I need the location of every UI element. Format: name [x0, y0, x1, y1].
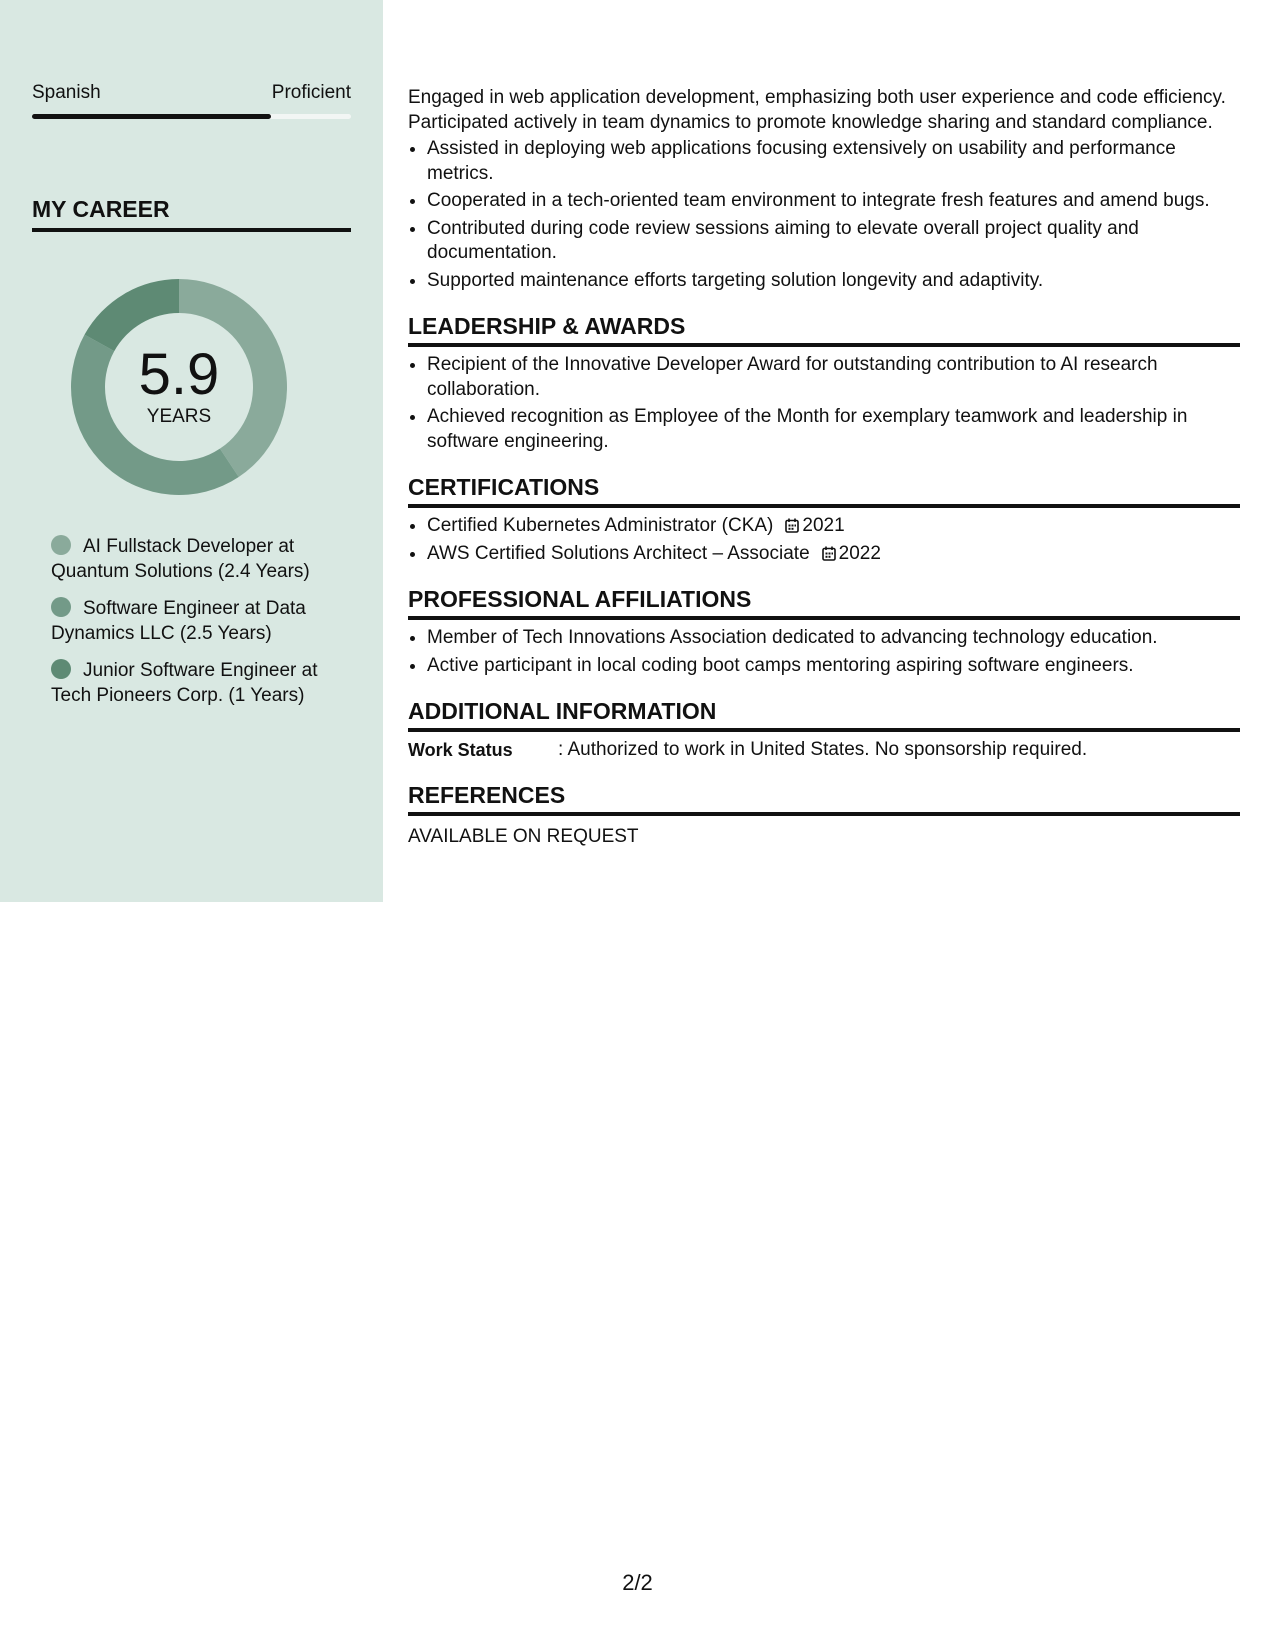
list-item: • Assisted in deploying web applications focusing extensively on usability and performance metrics. — [427, 137, 1240, 186]
list-item: • Supported maintenance efforts targeting solution longevity and adaptivity. — [427, 269, 1240, 294]
certification-name: AWS Certified Solutions Architect – Associate — [427, 542, 810, 564]
career-role-label: Junior Software Engineer at Tech Pioneers Corp. (1 Years) — [51, 660, 318, 706]
calendar-icon — [785, 518, 799, 533]
experience-summary: Engaged in web application development, emphasizing both user experience and code efficiency. Participated actively in team dynamics to promote knowledge sharing and standard compliance. — [408, 87, 1226, 133]
list-item — [427, 514, 1240, 539]
list-item — [427, 542, 1240, 567]
legend-dot-icon — [51, 659, 71, 679]
certifications-list — [408, 514, 1240, 566]
affiliations-list — [408, 626, 1240, 678]
list-item: • Member of Tech Innovations Association dedicated to advancing technology education. — [427, 626, 1240, 651]
additional-info-heading: ADDITIONAL INFORMATION — [408, 698, 1240, 732]
work-status-label: Work Status — [408, 740, 513, 760]
career-donut — [66, 274, 292, 500]
career-legend — [51, 534, 331, 720]
language-row — [32, 82, 351, 104]
references-text: AVAILABLE ON REQUEST — [408, 826, 639, 847]
affiliations-heading: PROFESSIONAL AFFILIATIONS — [408, 586, 1240, 620]
references-heading: REFERENCES — [408, 782, 1240, 816]
language-name: Spanish — [32, 82, 101, 103]
legend-dot-icon — [51, 597, 71, 617]
career-legend-item — [51, 596, 331, 646]
list-item: • Contributed during code review sessions aiming to elevate overall project quality and documentation. — [427, 217, 1240, 266]
career-heading: MY CAREER — [32, 196, 351, 232]
list-item: • Active participant in local coding boot camps mentoring aspiring software engineers. — [427, 654, 1240, 679]
career-role-label: Software Engineer at Data Dynamics LLC (2.5 Years) — [51, 598, 306, 644]
awards-list — [408, 353, 1240, 454]
career-total-unit: YEARS — [146, 406, 212, 427]
experience-bullets — [408, 137, 1240, 293]
certification-year: 2021 — [802, 515, 845, 536]
language-proficiency-fill — [32, 114, 271, 119]
certifications-heading: CERTIFICATIONS — [408, 474, 1240, 508]
work-status-row — [408, 738, 1240, 762]
language-level: Proficient — [271, 82, 351, 103]
awards-heading: LEADERSHIP & AWARDS — [408, 313, 1240, 347]
list-item: • Cooperated in a tech-oriented team environment to integrate fresh features and amend bugs. — [427, 189, 1240, 214]
career-role-label: AI Fullstack Developer at Quantum Solutions (2.4 Years) — [51, 536, 310, 582]
calendar-icon — [822, 546, 836, 561]
career-total — [66, 274, 292, 500]
certification-year: 2022 — [838, 542, 881, 564]
list-item: • Recipient of the Innovative Developer Award for outstanding contribution to AI research collaboration. — [427, 353, 1240, 402]
legend-dot-icon — [51, 535, 71, 555]
career-legend-item — [51, 534, 331, 584]
certification-name: Certified Kubernetes Administrator (CKA) — [427, 515, 774, 536]
career-total-value: 5.9 — [138, 342, 220, 407]
language-proficiency-bar — [32, 114, 351, 119]
career-legend-item — [51, 658, 331, 708]
main-content — [408, 86, 1240, 848]
sidebar — [0, 0, 383, 902]
work-status-value: : Authorized to work in United States. No sponsorship required. — [558, 739, 1088, 760]
list-item: • Achieved recognition as Employee of the Month for exemplary teamwork and leadership in software engineering. — [427, 405, 1240, 454]
page-number: 2/2 — [622, 1570, 653, 1595]
